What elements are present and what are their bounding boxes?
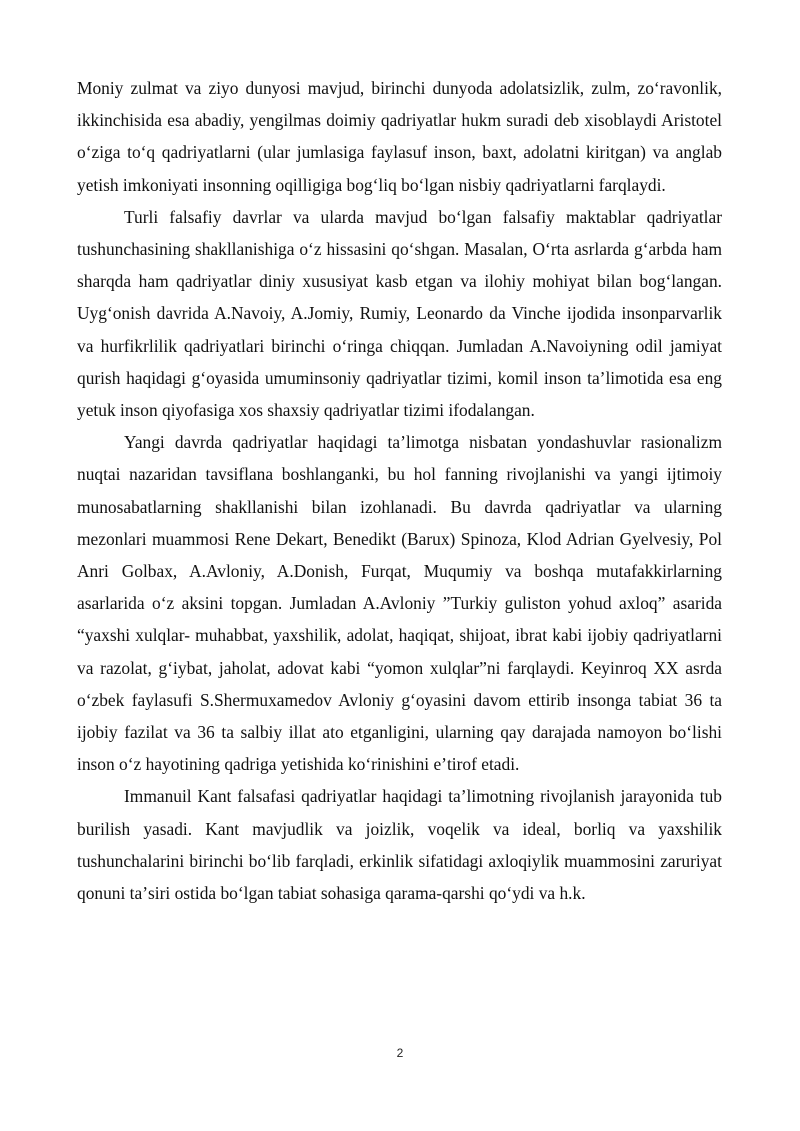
page-number: 2 <box>396 1046 404 1060</box>
paragraph-3: Yangi davrda qadriyatlar haqidagi taʼlimotga nisbatan yondashuvlar rasionalizm nuqtai nazaridan tavsiflana boshlanganki, bu hol fanning rivojlanishi va yangi ijtimoiy munosabatlarning shakllanishi bilan izohlanadi. Bu davrda qadriyatlar va ularning mezonlari muammosi Rene Dekart, Benedikt (Barux) Spinoza, Klod Adrian Gyelvesiy, Pol Anri Golbax, A.Avloniy, A.Donish, Furqat, Muqumiy va boshqa mutafakkirlarning asarlarida oʻz aksini topgan. Jumladan A.Avloniy ”Turkiy guliston yohud axloq” asarida “yaxshi xulqlar- muhabbat, yaxshilik, adolat, haqiqat, shijoat, ibrat kabi ijobiy qadriyatlarni va razolat, gʻiybat, jaholat, adovat kabi “yomon xulqlar”ni farqlaydi. Keyinroq XX asrda oʻzbek faylasufi S.Shermuxamedov Avloniy gʻoyasini davom ettirib insonga tabiat 36 ta ijobiy fazilat va 36 ta salbiy illat ato etganligini, ularning qay darajada namoyon boʻlishi inson oʻz hayotining qadriga yetishida koʻrinishini eʼtirof etadi. <box>77 432 722 775</box>
paragraph-2: Turli falsafiy davrlar va ularda mavjud boʻlgan falsafiy maktablar qadriyatlar tushunchasining shakllanishiga oʻz hissasini qoʻshgan. Masalan, Oʻrta asrlarda gʻarbda ham sharqda ham qadriyatlar diniy xususiyat kasb etgan va ilohiy mohiyat bilan bogʻlangan. Uygʻonish davrida A.Navoiy, A.Jomiy, Rumiy, Leonardo da Vinche ijodida insonparvarlik va hurfikrlilik qadriyatlari birinchi oʻringa chiqqan. Jumladan A.Navoiyning odil jamiyat qurish haqidagi gʻoyasida umuminsoniy qadriyatlar tizimi, komil inson taʼlimotida esa eng yetuk inson qiyofasiga xos shaxsiy qadriyatlar tizimi ifodalangan. <box>77 206 722 421</box>
document-body <box>77 72 722 909</box>
paragraph-1: Moniy zulmat va ziyo dunyosi mavjud, birinchi dunyoda adolatsizlik, zulm, zoʻravonlik, ikkinchisida esa abadiy, yengilmas doimiy qadriyatlar hukm suradi deb xisoblaydi Aristotel oʻziga toʻq qadriyatlarni (ular jumlasiga faylasuf inson, baxt, adolatni kiritgan) va anglab yetish imkoniyati insonning oqilligiga bogʻliq boʻlgan nisbiy qadriyatlarni farqlaydi. <box>77 78 722 195</box>
paragraph-4: Immanuil Kant falsafasi qadriyatlar haqidagi taʼlimotning rivojlanish jarayonida tub burilish yasadi. Kant mavjudlik va joizlik, voqelik va ideal, borliq va yaxshilik tushunchalarini birinchi boʻlib farqladi, erkinlik sifatidagi axloqiylik muammosini zaruriyat qonuni taʼsiri ostida boʻlgan tabiat sohasiga qarama-qarshi qoʻydi va h.k. <box>77 786 722 904</box>
